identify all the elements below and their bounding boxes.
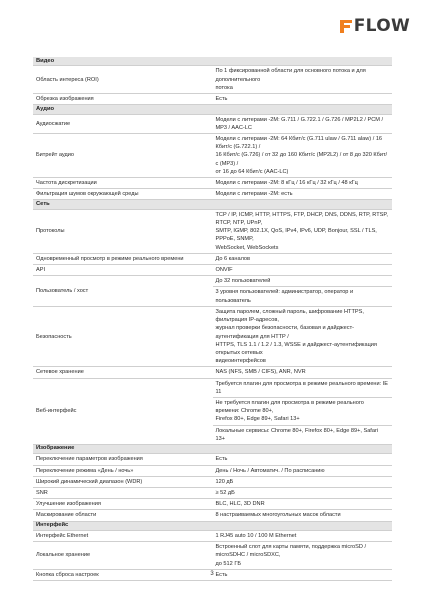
spec-value bbox=[213, 542, 393, 570]
spec-label: Переключение параметров изображения bbox=[33, 454, 213, 465]
spec-value-line: BLC, HLC, 3D DNR bbox=[215, 501, 265, 508]
spec-row bbox=[33, 253, 392, 264]
spec-row bbox=[33, 178, 392, 189]
spec-row bbox=[33, 209, 392, 253]
spec-label: Аудиосжатие bbox=[33, 114, 213, 133]
section-title: Аудио bbox=[33, 105, 392, 114]
spec-value-line: Защита паролем, сложный пароль, шифрование HTTPS, фильтрация IP-адресов, bbox=[215, 308, 364, 324]
spec-value-line: 1 RJ45 auto 10 / 100 M Ethernet bbox=[215, 532, 297, 539]
flow-logo-icon bbox=[339, 18, 353, 34]
spec-label: Интерфейс Ethernet bbox=[33, 530, 213, 541]
spec-value-line: Модели с литерами -2M: 8 кГц / 16 кГц / 32 кГц / 48 кГц bbox=[215, 180, 358, 187]
spec-row bbox=[33, 94, 392, 105]
spec-value bbox=[213, 209, 393, 253]
spec-value: До 32 пользователей bbox=[213, 276, 393, 287]
spec-value: 3 уровня пользователей: администратор, оператор и пользователь bbox=[213, 287, 393, 306]
spec-label: Веб-интерфейс bbox=[33, 378, 213, 444]
spec-label: Одновременный просмотр в режиме реального времени bbox=[33, 253, 213, 264]
spec-value bbox=[213, 378, 393, 397]
spec-value bbox=[213, 465, 393, 476]
spec-row bbox=[33, 367, 392, 378]
spec-value-line: Модели с литерами -2M: есть bbox=[215, 191, 293, 198]
spec-value bbox=[213, 114, 393, 133]
spec-value-line: Есть bbox=[215, 571, 228, 578]
spec-row bbox=[33, 454, 392, 465]
section-header-row bbox=[33, 521, 392, 530]
spec-value bbox=[213, 178, 393, 189]
brand-logo bbox=[339, 16, 410, 36]
section-header-row bbox=[33, 444, 392, 453]
spec-value-line: потока bbox=[215, 84, 233, 91]
spec-value-line: 120 дБ bbox=[215, 478, 234, 485]
spec-value-line: TCP / IP, ICMP, HTTP, HTTPS, FTP, DHCP, DNS, DDNS, RTP, RTSP, RTCP, NTP, UPnP, bbox=[215, 211, 388, 227]
spec-value bbox=[213, 530, 393, 541]
spec-label: Частота дискретизации bbox=[33, 178, 213, 189]
spec-label: Кнопка сброса настроек bbox=[33, 569, 213, 580]
spec-row bbox=[33, 530, 392, 541]
spec-label: Сетевое хранение bbox=[33, 367, 213, 378]
spec-label: Безопасность bbox=[33, 306, 213, 366]
spec-value bbox=[213, 66, 393, 94]
spec-value bbox=[213, 253, 393, 264]
spec-value-line: SMTP, IGMP, 802.1X, QoS, IPv4, IPv6, UDP, Bonjour, SSL / TLS, PPPoE, SNMP, bbox=[215, 228, 377, 243]
spec-label: Обрезка изображения bbox=[33, 94, 213, 105]
spec-label: Переключение режима «День / ночь» bbox=[33, 465, 213, 476]
spec-row bbox=[33, 265, 392, 276]
page-number: 3 bbox=[210, 571, 214, 577]
spec-row bbox=[33, 378, 392, 397]
spec-value-line: NAS (NFS, SMB / CIFS), ANR, NVR bbox=[215, 369, 306, 376]
spec-label: Протоколы bbox=[33, 209, 213, 253]
spec-label: SNR bbox=[33, 487, 213, 498]
spec-value-line: 16 Кбит/с (G.726) / от 32 до 160 Кбит/с (MP2L2) / от 8 до 320 Кбит/с (MP3) / bbox=[215, 152, 388, 167]
spec-row bbox=[33, 66, 392, 94]
section-title: Видео bbox=[33, 57, 392, 66]
spec-row bbox=[33, 476, 392, 487]
spec-value-line: от 16 до 64 Кбит/с (AAC-LC) bbox=[215, 168, 289, 175]
spec-value bbox=[213, 425, 393, 444]
spec-value-line: до 512 ГБ bbox=[215, 560, 242, 567]
section-title: Интерфейс bbox=[33, 521, 392, 530]
spec-label: Маскирование области bbox=[33, 510, 213, 521]
spec-label: Широкий динамический диапазон (WDR) bbox=[33, 476, 213, 487]
spec-label: Битрейт аудио bbox=[33, 134, 213, 178]
spec-value bbox=[213, 487, 393, 498]
spec-value bbox=[213, 510, 393, 521]
spec-row bbox=[33, 487, 392, 498]
spec-value-line: ONVIF bbox=[215, 267, 233, 274]
spec-value bbox=[213, 306, 393, 366]
spec-value-line: По 1 фиксированной области для основного потока и для дополнительного bbox=[215, 68, 366, 83]
spec-value-line: До 6 каналов bbox=[215, 255, 250, 262]
spec-value bbox=[213, 189, 393, 200]
spec-value bbox=[213, 397, 393, 425]
spec-row bbox=[33, 134, 392, 178]
section-header-row bbox=[33, 57, 392, 66]
section-title: Изображение bbox=[33, 444, 392, 453]
spec-row bbox=[33, 465, 392, 476]
spec-label: Улучшение изображения bbox=[33, 499, 213, 510]
spec-row bbox=[33, 189, 392, 200]
spec-value-line: День / Ночь / Автоматич. / По расписанию bbox=[215, 467, 325, 474]
spec-value-line: журнал проверки безопасности, базовая и дайджест-аутентификация для HTTP / bbox=[215, 325, 355, 340]
section-title: Сеть bbox=[33, 200, 392, 209]
spec-row bbox=[33, 114, 392, 133]
spec-value bbox=[213, 454, 393, 465]
spec-row bbox=[33, 276, 392, 287]
spec-label: Пользователь / хост bbox=[33, 276, 213, 307]
spec-value-line: Модели с литерами -2M: G.711 / G.722.1 / G.726 / MP2L2 / PCM / MP3 / AAC-LC bbox=[215, 116, 384, 131]
spec-value bbox=[213, 134, 393, 178]
spec-label: Фильтрация шумов окружающей среды bbox=[33, 189, 213, 200]
spec-value-line: HTTPS, TLS 1.1 / 1.2 / 1.3, WSSE и дайджест-аутентификация открытых сетевых bbox=[215, 341, 377, 356]
spec-value-line: видеоинтерфейсов bbox=[215, 358, 266, 365]
spec-value-line: 8 настраиваемых многоугольных масок области bbox=[215, 512, 341, 519]
spec-value-line: Есть bbox=[215, 456, 228, 463]
section-header-row bbox=[33, 200, 392, 209]
spec-label: Локальное хранение bbox=[33, 542, 213, 570]
spec-value bbox=[213, 499, 393, 510]
spec-row bbox=[33, 499, 392, 510]
spec-table-body bbox=[33, 57, 392, 580]
spec-label: API bbox=[33, 265, 213, 276]
spec-value bbox=[213, 367, 393, 378]
spec-value-line: Встроенный слот для карты памяти, поддержка microSD / microSDHC / microSDXC, bbox=[215, 544, 367, 559]
spec-row bbox=[33, 306, 392, 366]
spec-value-line: Не требуется плагин для просмотра в режиме реального времени: Chrome 80+, bbox=[215, 399, 364, 415]
brand-name: FLOW bbox=[353, 16, 410, 36]
spec-value bbox=[213, 265, 393, 276]
spec-value-line: Требуется плагин для просмотра в режиме реального времени: IE 11 bbox=[215, 380, 389, 395]
spec-value-line: Локальные сервисы: Chrome 80+, Firefox 80+, Edge 89+, Safari 13+ bbox=[215, 427, 379, 442]
section-header-row bbox=[33, 105, 392, 114]
spec-value-line: WebSocket, WebSockets bbox=[215, 244, 279, 251]
spec-value bbox=[213, 476, 393, 487]
spec-label: Область интереса (ROI) bbox=[33, 66, 213, 94]
spec-table bbox=[33, 57, 392, 581]
spec-value-line: Есть bbox=[215, 96, 228, 103]
spec-value bbox=[213, 94, 393, 105]
spec-row bbox=[33, 542, 392, 570]
spec-value-line: Модели с литерами -2M: 64 Кбит/с (G.711 ulaw / G.711 alaw) / 16 Кбит/с (G.722.1) / bbox=[215, 136, 383, 151]
spec-value-line: ≥ 52 дБ bbox=[215, 489, 235, 496]
spec-row bbox=[33, 510, 392, 521]
spec-value-line: Firefox 80+, Edge 89+, Safari 13+ bbox=[215, 416, 300, 423]
